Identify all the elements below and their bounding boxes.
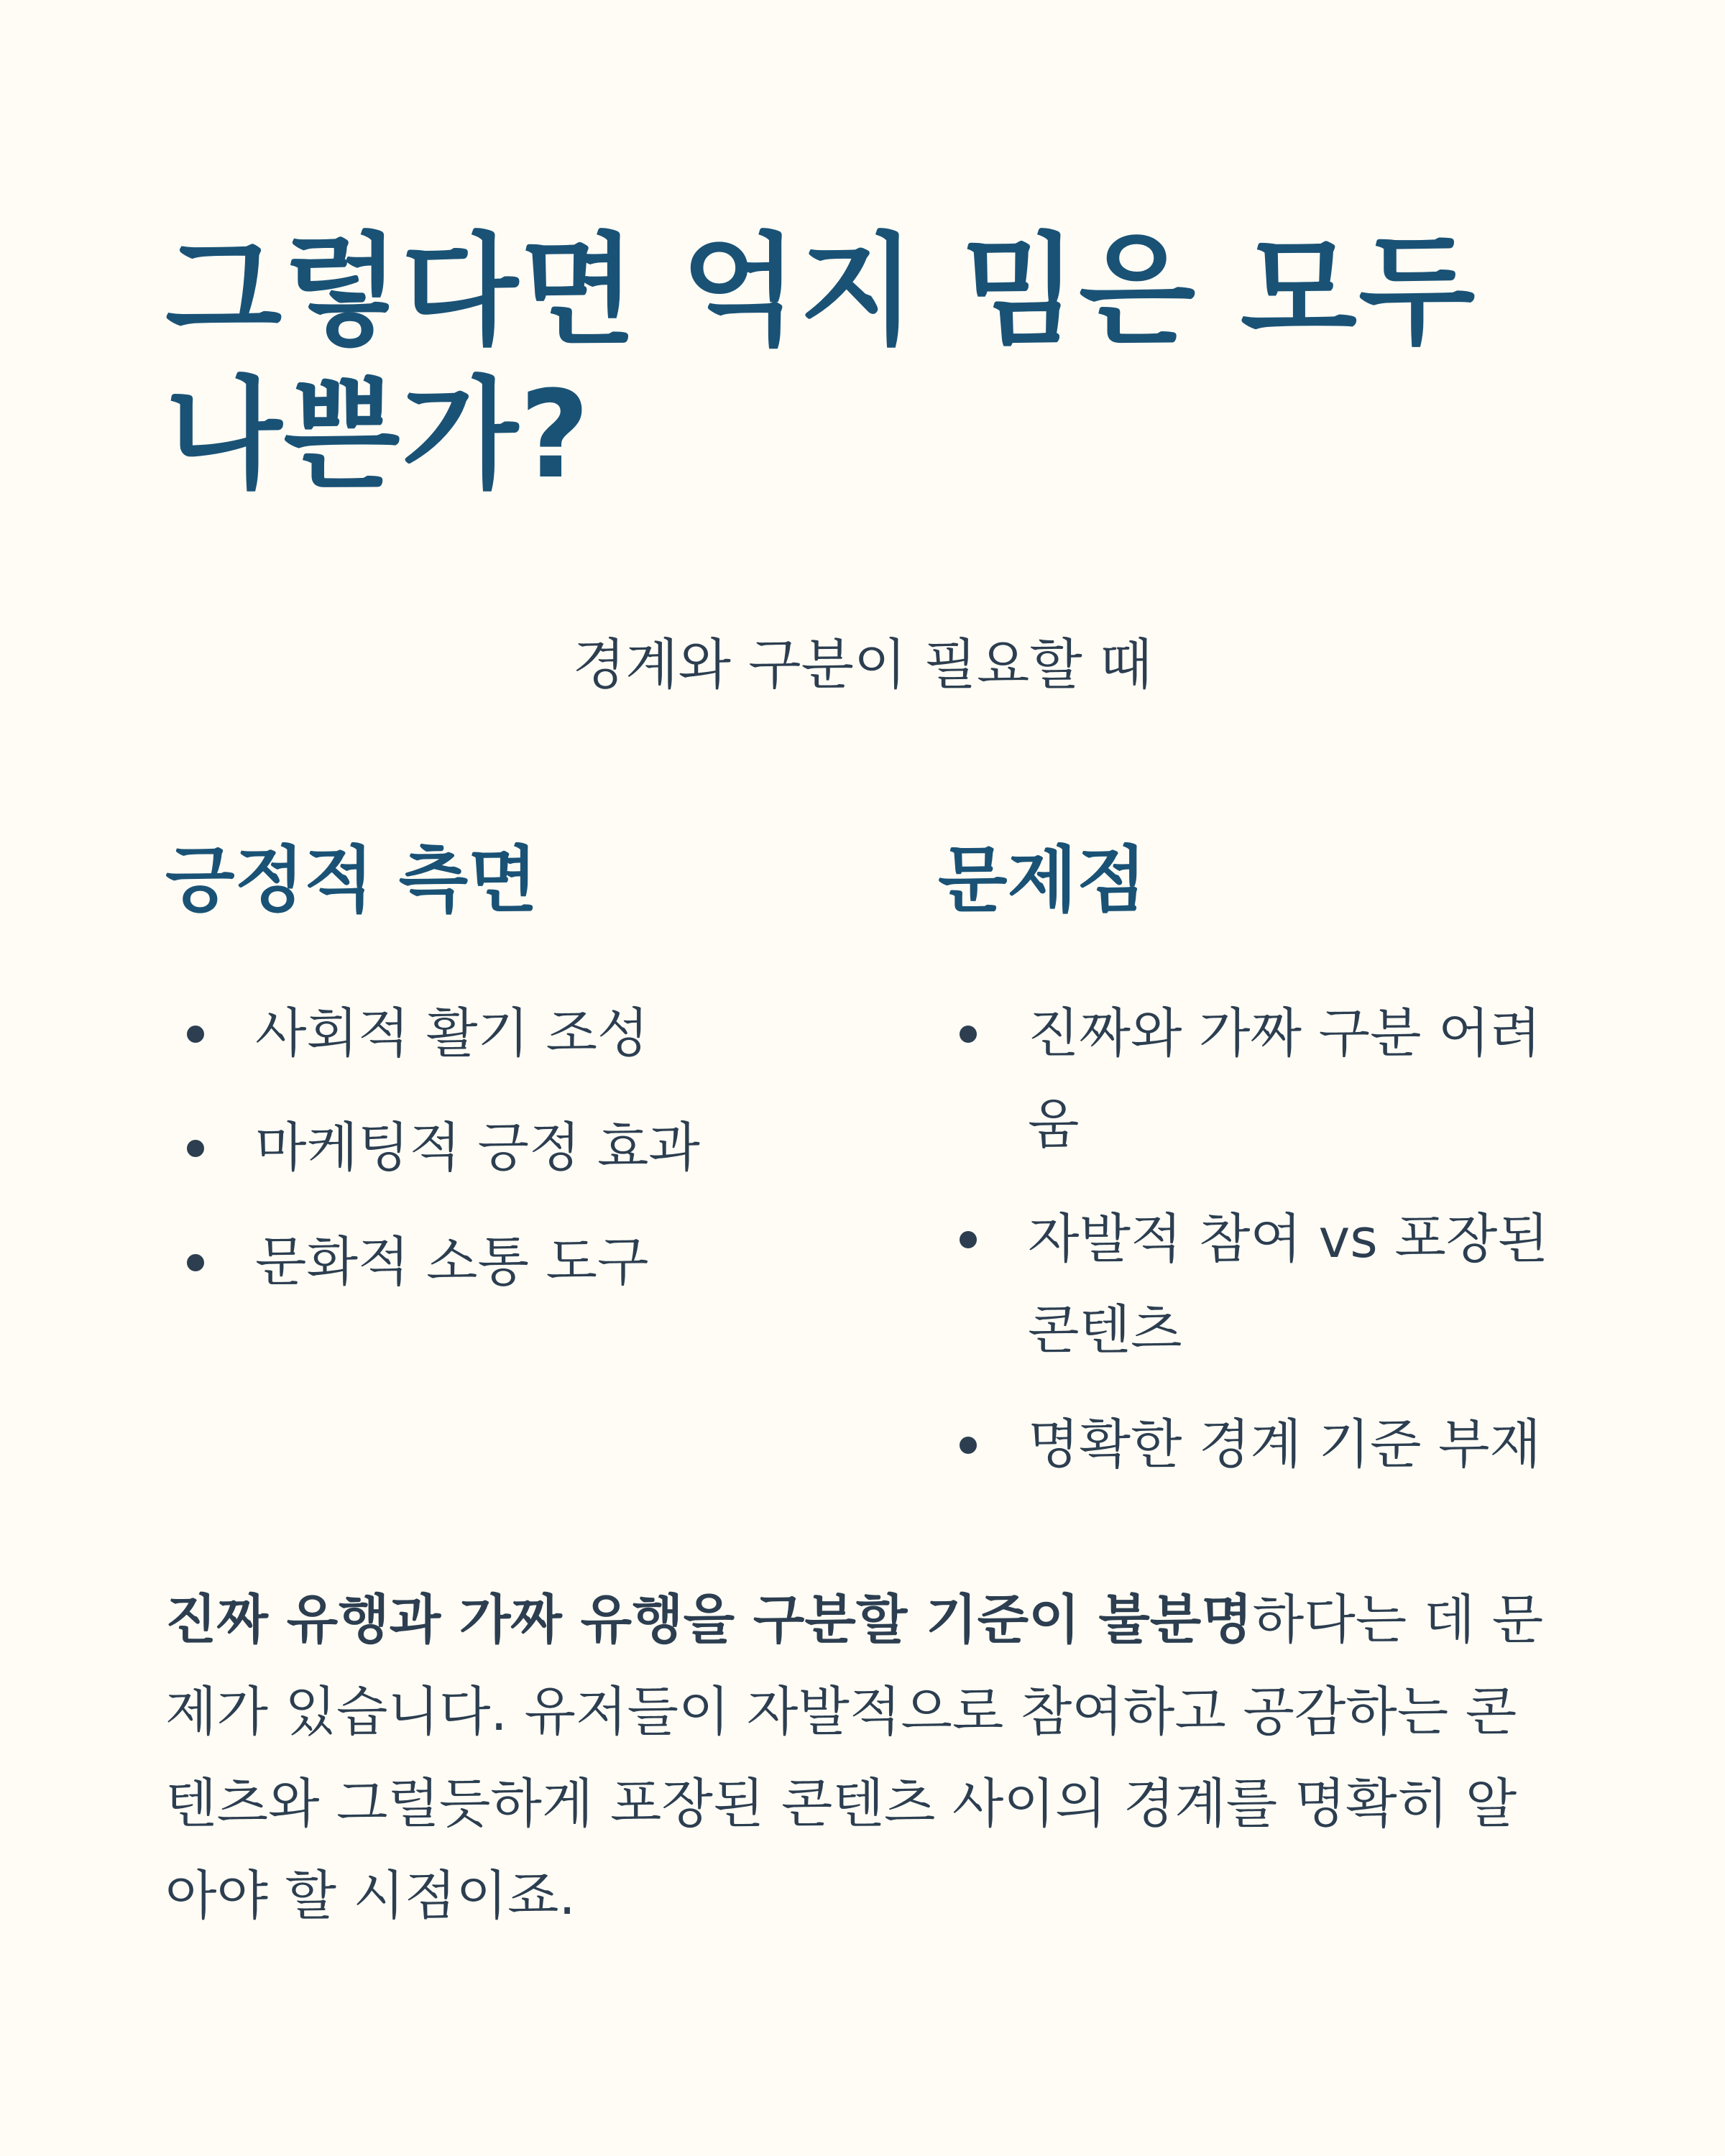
list-item (165, 1102, 812, 1194)
bullet-icon (187, 1254, 204, 1271)
problems-column (938, 834, 1563, 1475)
list-item-text: 진짜와 가짜 구분 어려움 (1028, 1003, 1541, 1156)
summary-text: 하다는 데 문제가 있습니다. 유저들이 자발적으로 참여하고 공감하는 콘텐츠와 그럴듯하게 포장된 콘텐츠 사이의 경계를 명확히 알아야 할 시점이죠. (165, 1589, 1544, 1927)
page-title: 그렇다면 억지 밈은 모두 나쁜가? (165, 221, 1477, 505)
page-subtitle: 경계와 구분이 필요할 때 (572, 632, 1153, 696)
bullet-icon (960, 1231, 977, 1248)
bullet-icon (960, 1026, 977, 1043)
positive-heading: 긍정적 측면 (165, 838, 538, 922)
list-item-text: 자발적 참여 vs 포장된 콘텐츠 (1028, 1208, 1549, 1361)
problems-heading: 문제점 (938, 838, 1146, 922)
list-item (938, 1194, 1563, 1376)
bullet-icon (187, 1140, 204, 1157)
bullet-icon (187, 1026, 204, 1043)
positive-list (165, 988, 812, 1331)
list-item (165, 988, 812, 1079)
page (165, 0, 1560, 2156)
list-item (938, 1399, 1563, 1491)
list-item-text: 마케팅적 긍정 효과 (255, 1117, 700, 1179)
list-item-text: 사회적 활기 조성 (255, 1003, 649, 1064)
list-item-text: 명확한 경계 기준 부재 (1028, 1414, 1541, 1475)
summary-emphasis: 진짜 유행과 가짜 유행을 구분할 기준이 불분명 (165, 1589, 1253, 1651)
problems-list (938, 988, 1563, 1514)
list-item (938, 988, 1563, 1171)
list-item-text: 문화적 소통 도구 (255, 1231, 649, 1293)
positive-column (165, 834, 812, 1293)
list-item (165, 1217, 812, 1308)
bullet-icon (960, 1437, 977, 1454)
summary-paragraph (165, 1574, 1560, 1942)
